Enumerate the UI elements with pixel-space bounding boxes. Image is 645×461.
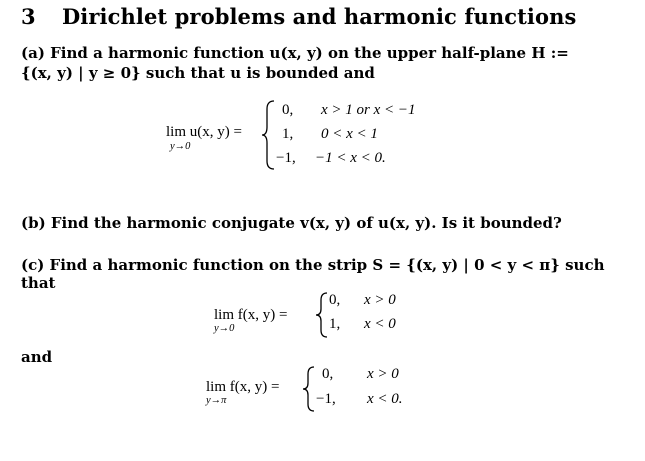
part-b-line: (b) Find the harmonic conjugate v(x, y) of u(x, y). Is it bounded?: [21, 214, 562, 232]
part-a-line1: (a) Find a harmonic function u(x, y) on the upper half-plane H :=: [21, 44, 569, 62]
part-a-case2-value: 1,: [282, 126, 294, 142]
part-c-limit1-subscript: y→0: [214, 323, 235, 334]
part-a-case3-condition: −1 < x < 0.: [315, 150, 386, 166]
part-c-cases1-row2-value: 1,: [329, 316, 341, 332]
part-c-cases1-row1-condition: x > 0: [364, 292, 396, 308]
part-c-line1: (c) Find a harmonic function on the strip S = {(x, y) | 0 < y < π} such: [21, 256, 605, 274]
part-a-line2: {(x, y) | y ≥ 0} such that u is bounded and: [21, 64, 375, 82]
part-a-left-brace: [261, 99, 277, 171]
section-title: Dirichlet problems and harmonic functions: [62, 4, 577, 29]
part-c-cases2-row2-value: −1,: [316, 391, 336, 407]
connector-and: and: [21, 348, 53, 366]
part-a-case3-value: −1,: [276, 150, 296, 166]
part-a-limit-expression: lim u(x, y) =: [166, 124, 242, 140]
part-c-cases1-row1-value: 0,: [329, 292, 341, 308]
part-c-line2: that: [21, 274, 56, 292]
part-c-limit2-expression: lim f(x, y) =: [206, 379, 280, 395]
part-c-cases2-row2-condition: x < 0.: [367, 391, 403, 407]
part-c-cases2-row1-condition: x > 0: [367, 366, 399, 382]
part-a-limit-subscript: y→0: [170, 141, 191, 152]
part-a-case1-condition: x > 1 or x < −1: [321, 102, 416, 118]
part-a-case1-value: 0,: [282, 102, 294, 118]
part-a-case2-condition: 0 < x < 1: [321, 126, 378, 142]
part-c-left-brace-2: [302, 365, 316, 413]
part-c-limit1-expression: lim f(x, y) =: [214, 307, 288, 323]
part-c-left-brace-1: [315, 291, 329, 339]
part-c-cases2-row1-value: 0,: [322, 366, 334, 382]
section-number: 3: [21, 4, 36, 29]
part-c-cases1-row2-condition: x < 0: [364, 316, 396, 332]
part-c-limit2-subscript: y→π: [206, 395, 227, 406]
